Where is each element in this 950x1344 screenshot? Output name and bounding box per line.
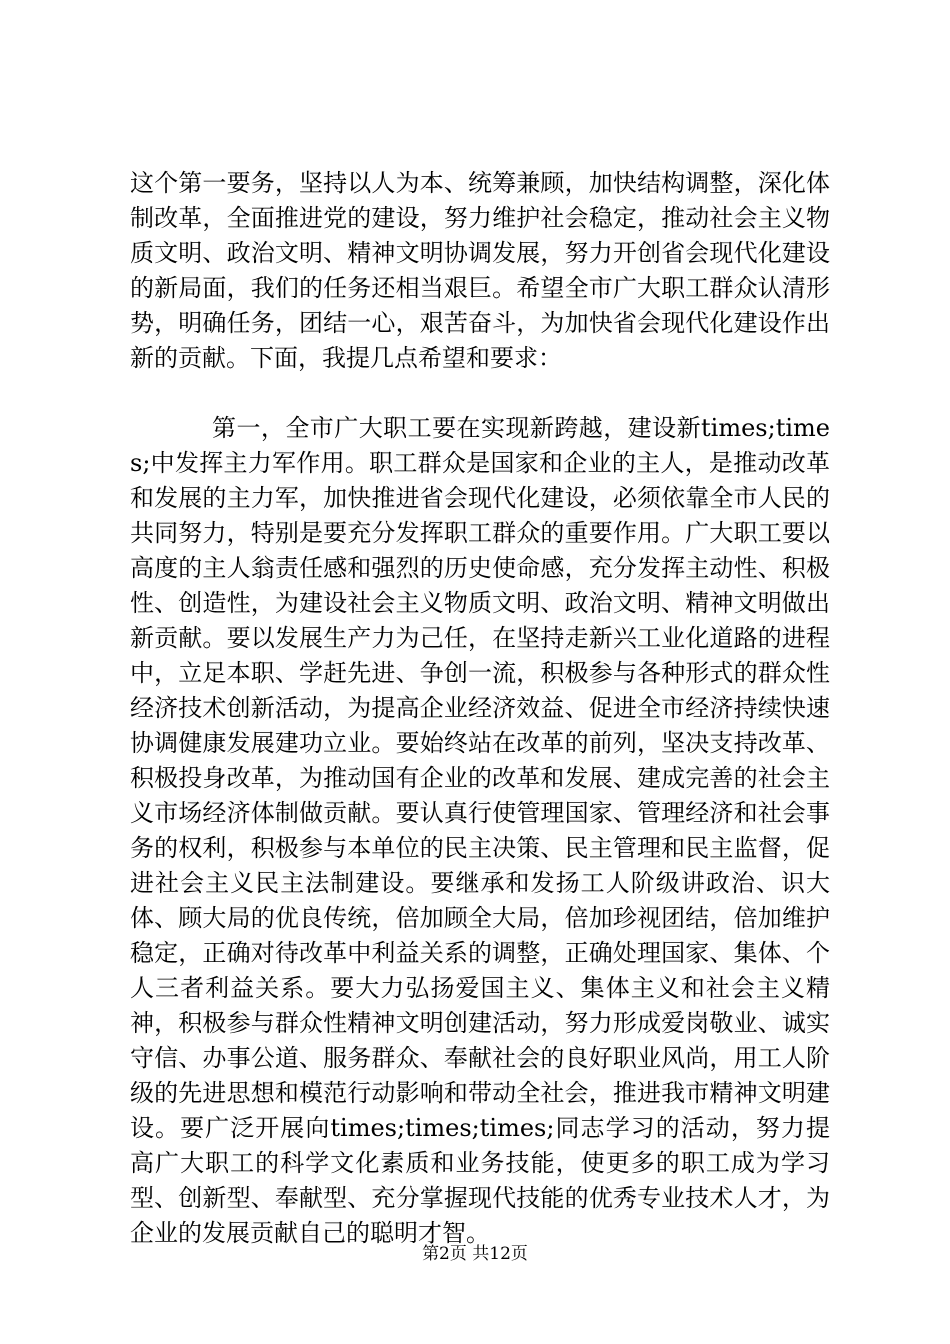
page-footer [0,1243,950,1265]
page-number-label: 第2页 共12页 [422,1244,528,1264]
paragraph: 第一，全市广大职工要在实现新跨越，建设新times;times;中发挥主力军作用。职工群众是国家和企业的主人，是推动改革和发展的主力军，加快推进省会现代化建设，必须依靠全市人民的共同努力，特别是要充分发挥职工群众的重要作用。广大职工要以高度的主人翁责任感和强烈的历史使命感，充分发挥主动性、积极性、创造性，为建设社会主义物质文明、政治文明、精神文明做出新贡献。要以发展生产力为己任，在坚持走新兴工业化道路的进程中，立足本职、学赶先进、争创一流，积极参与各种形式的群众性经济技术创新活动，为提高企业经济效益、促进全市经济持续快速协调健康发展建功立业。要始终站在改革的前列，坚决支持改革、积极投身改革，为推动国有企业的改革和发展、建成完善的社会主义市场经济体制做贡献。要认真行使管理国家、管理经济和社会事务的权利，积极参与本单位的民主决策、民主管理和民主监督，促进社会主义民主法制建设。要继承和发扬工人阶级讲政治、识大体、顾大局的优良传统，倍加顾全大局，倍加珍视团结，倍加维护稳定，正确对待改革中利益关系的调整，正确处理国家、集体、个人三者利益关系。要大力弘扬爱国主义、集体主义和社会主义精神，积极参与群众性精神文明创建活动，努力形成爱岗敬业、诚实守信、办事公道、服务群众、奉献社会的良好职业风尚，用工人阶级的先进思想和模范行动影响和带动全社会，推进我市精神文明建设。要广泛开展向times;times;times;同志学习的活动，努力提高广大职工的科学文化素质和业务技能，使更多的职工成为学习型、创新型、奉献型、充分掌握现代技能的优秀专业技术人才，为企业的发展贡献自己的聪明才智。 [130,414,830,1247]
paragraph: 这个第一要务，坚持以人为本、统筹兼顾，加快结构调整，深化体制改革，全面推进党的建设，努力维护社会稳定，推动社会主义物质文明、政治文明、精神文明协调发展，努力开创省会现代化建设的新局面，我们的任务还相当艰巨。希望全市广大职工群众认清形势，明确任务，团结一心，艰苦奋斗，为加快省会现代化建设作出新的贡献。下面，我提几点希望和要求： [130,169,830,372]
document-body [130,166,830,1251]
